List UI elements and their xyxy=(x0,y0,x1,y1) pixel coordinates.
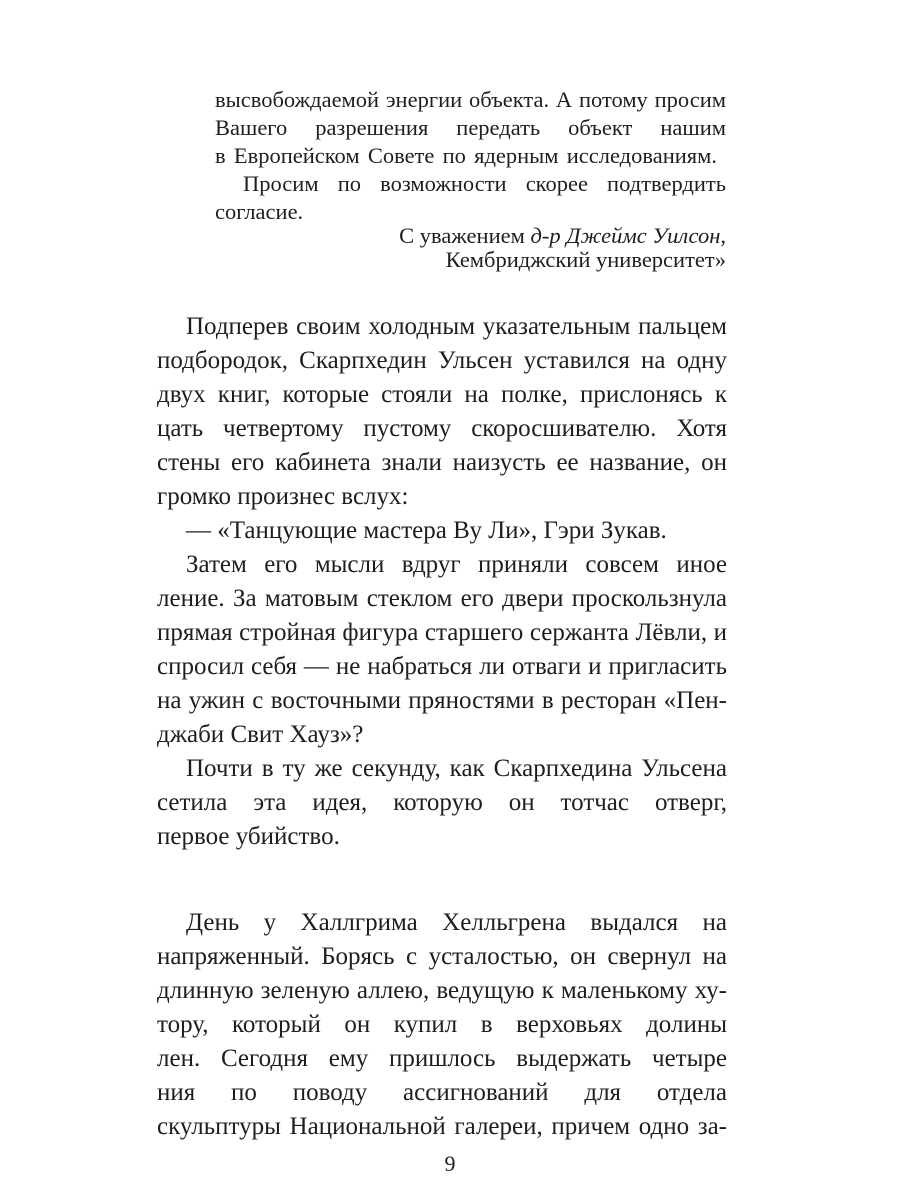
body-line: ния по поводу ассигнований для отдела xyxy=(157,1079,727,1106)
body-line: двух книг, которые стояли на полке, прислонясь к xyxy=(157,381,727,408)
body-line: напряженный. Борясь с усталостью, он свернул на xyxy=(157,943,727,970)
body-line: на ужин с восточными пряностями в ресторан «Пен- xyxy=(157,687,727,714)
signature-prefix: С уважением xyxy=(399,223,531,248)
body-line: прямая стройная фигура старшего сержанта Лёвли, и xyxy=(157,619,727,646)
letter-line: Просим по возможности скорее подтвердить xyxy=(243,171,726,196)
body-line: спросил себя — не набраться ли отваги и пригласить xyxy=(157,653,727,680)
letter-line: согласие. xyxy=(215,199,304,224)
body-line: цать четвертому пустому скоросшивателю. Хотя xyxy=(157,415,727,442)
signature-name: д-р Джеймс Уилсон, xyxy=(530,223,726,248)
body-line: День у Халлгрима Хелльгрена выдался на xyxy=(186,909,727,936)
body-line: громко произнес вслух: xyxy=(157,483,409,510)
body-line: подбородок, Скарпхедин Ульсен уставился на одну xyxy=(157,347,727,374)
body-line: Затем его мысли вдруг приняли совсем иное xyxy=(186,551,727,578)
letter-line: в Европейском Совете по ядерным исследованиям. xyxy=(215,143,717,168)
body-line: лен. Сегодня ему пришлось выдержать четыре xyxy=(157,1045,727,1072)
body-line: длинную зеленую аллею, ведущую к маленькому ху- xyxy=(157,977,727,1004)
body-line: сетила эта идея, которую он тотчас отверг, xyxy=(157,789,727,816)
body-line: Подперев своим холодным указательным пальцем xyxy=(186,313,727,340)
body-line: ление. За матовым стеклом его двери проскользнула xyxy=(157,585,727,612)
letter-affiliation: Кембриджский университет» xyxy=(445,247,726,272)
body-line: Почти в ту же секунду, как Скарпхедина Ульсена xyxy=(186,755,727,782)
body-line: тору, который он купил в верховьях долины xyxy=(157,1011,727,1038)
body-line: — «Танцующие мастера Ву Ли», Гэри Зукав. xyxy=(186,517,667,544)
letter-line: высвобождаемой энергии объекта. А потому просим xyxy=(215,87,726,112)
body-line: джаби Свит Хауз»? xyxy=(157,721,364,748)
body-line: скульптуры Национальной галереи, причем одно за- xyxy=(157,1113,727,1140)
page-number: 9 xyxy=(444,1151,456,1176)
body-line: первое убийство. xyxy=(157,823,340,850)
body-line: стены его кабинета знали наизусть ее название, он xyxy=(157,449,727,476)
letter-line: Вашего разрешения передать объект нашим xyxy=(215,115,726,140)
